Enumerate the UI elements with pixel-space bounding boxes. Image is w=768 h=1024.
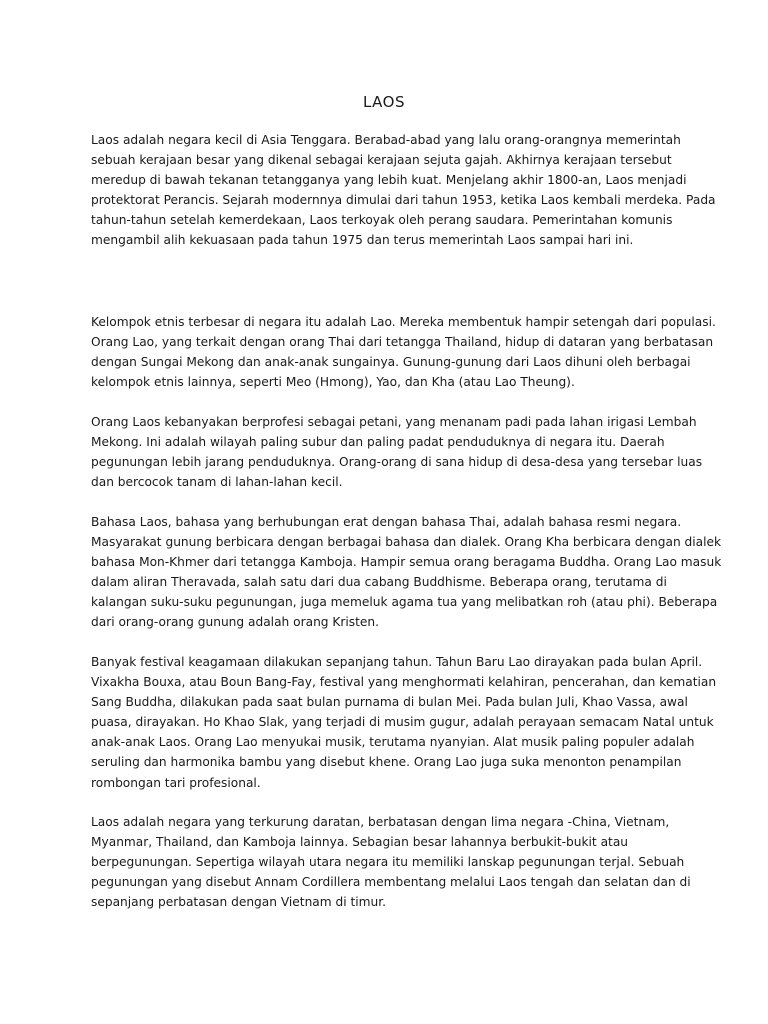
- text-line: berpegunungan. Sepertiga wilayah utara negara itu memiliki lanskap pegunungan terjal. Sebuah: [91, 855, 685, 870]
- text-line: pegunungan lebih jarang penduduknya. Orang-orang di sana hidup di desa-desa yang tersebar luas: [91, 455, 703, 470]
- text-line: Orang Lao, yang terkait dengan orang Thai dari tetangga Thailand, hidup di dataran yang berbatasan: [91, 335, 714, 350]
- text-line: Kelompok etnis terbesar di negara itu adalah Lao. Mereka membentuk hampir setengah dari populasi.: [91, 315, 716, 329]
- text-line: meredup di bawah tekanan tetangganya yang lebih kuat. Menjelang akhir 1800-an, Laos menjadi: [91, 173, 687, 188]
- text-line: dan bercocok tanam di lahan-lahan kecil.: [91, 475, 343, 490]
- paragraph-geography: [91, 812, 691, 912]
- text-line: tahun-tahun setelah kemerdekaan, Laos terkoyak oleh perang saudara. Pemerintahan komunis: [91, 213, 673, 228]
- text-line: dari orang-orang gunung adalah orang Kristen.: [91, 615, 380, 630]
- text-line: seruling dan harmonika bambu yang disebut khene. Orang Lao juga suka menonton penampilan: [91, 755, 682, 770]
- paragraph-history: [91, 130, 716, 251]
- text-line: kalangan suku-suku pegunungan, juga memeluk agama tua yang melibatkan roh (atau phi). Beberapa: [91, 595, 718, 610]
- text-line: Orang Laos kebanyakan berprofesi sebagai petani, yang menanam padi pada lahan irigasi Lembah: [91, 415, 697, 429]
- paragraph-agriculture: [91, 412, 703, 492]
- text-line: sebuah kerajaan besar yang dikenal sebagai kerajaan sejuta gajah. Akhirnya kerajaan tersebut: [91, 153, 672, 168]
- text-line: rombongan tari profesional.: [91, 775, 261, 790]
- paragraph-language-religion: [91, 512, 722, 633]
- text-line: Sang Buddha, dilakukan pada saat bulan purnama di bulan Mei. Pada bulan Juli, Khao Vassa, awal: [91, 695, 688, 710]
- text-line: Laos adalah negara kecil di Asia Tenggara. Berabad-abad yang lalu orang-orangnya memerintah: [91, 133, 681, 147]
- text-line: protektorat Perancis. Sejarah modernnya dimulai dari tahun 1953, ketika Laos kembali merdeka. Pada: [91, 193, 716, 208]
- text-line: sepanjang perbatasan dengan Vietnam di timur.: [91, 895, 387, 910]
- text-line: dalam aliran Theravada, salah satu dari dua cabang Buddhisme. Beberapa orang, terutama di: [91, 575, 667, 590]
- text-line: anak-anak Laos. Orang Lao menyukai musik, terutama nyanyian. Alat musik paling populer adalah: [91, 735, 695, 750]
- text-line: Bahasa Laos, bahasa yang berhubungan erat dengan bahasa Thai, adalah bahasa resmi negara.: [91, 515, 682, 529]
- paragraph-festivals: [91, 652, 717, 793]
- paragraph-ethnic-groups: [91, 312, 716, 392]
- text-line: Masyarakat gunung berbicara dengan berbagai bahasa dan dialek. Orang Kha berbicara dengan dialek: [91, 535, 722, 550]
- text-line: Banyak festival keagamaan dilakukan sepanjang tahun. Tahun Baru Lao dirayakan pada bulan April.: [91, 655, 703, 669]
- document-title: LAOS: [362, 93, 406, 111]
- text-line: Vixakha Bouxa, atau Boun Bang-Fay, festival yang menghormati kelahiran, pencerahan, dan kematian: [91, 675, 717, 690]
- text-line: Laos adalah negara yang terkurung daratan, berbatasan dengan lima negara -China, Vietnam,: [91, 815, 670, 829]
- text-line: mengambil alih kekuasaan pada tahun 1975 dan terus memerintah Laos sampai hari ini.: [91, 233, 634, 248]
- text-line: bahasa Mon-Khmer dari tetangga Kamboja. Hampir semua orang beragama Buddha. Orang Lao masuk: [91, 555, 722, 570]
- text-line: kelompok etnis lainnya, seperti Meo (Hmong), Yao, dan Kha (atau Lao Theung).: [91, 375, 575, 390]
- text-line: puasa, dirayakan. Ho Khao Slak, yang terjadi di musim gugur, adalah perayaan semacam Natal untuk: [91, 715, 714, 730]
- text-line: pegunungan yang disebut Annam Cordillera membentang melalui Laos tengah dan selatan dan di: [91, 875, 691, 890]
- text-line: dengan Sungai Mekong dan anak-anak sungainya. Gunung-gunung dari Laos dihuni oleh berbagai: [91, 355, 691, 370]
- text-line: Mekong. Ini adalah wilayah paling subur dan paling padat penduduknya di negara itu. Daerah: [91, 435, 665, 450]
- text-line: Myanmar, Thailand, dan Kamboja lainnya. Sebagian besar lahannya berbukit-bukit atau: [91, 835, 629, 850]
